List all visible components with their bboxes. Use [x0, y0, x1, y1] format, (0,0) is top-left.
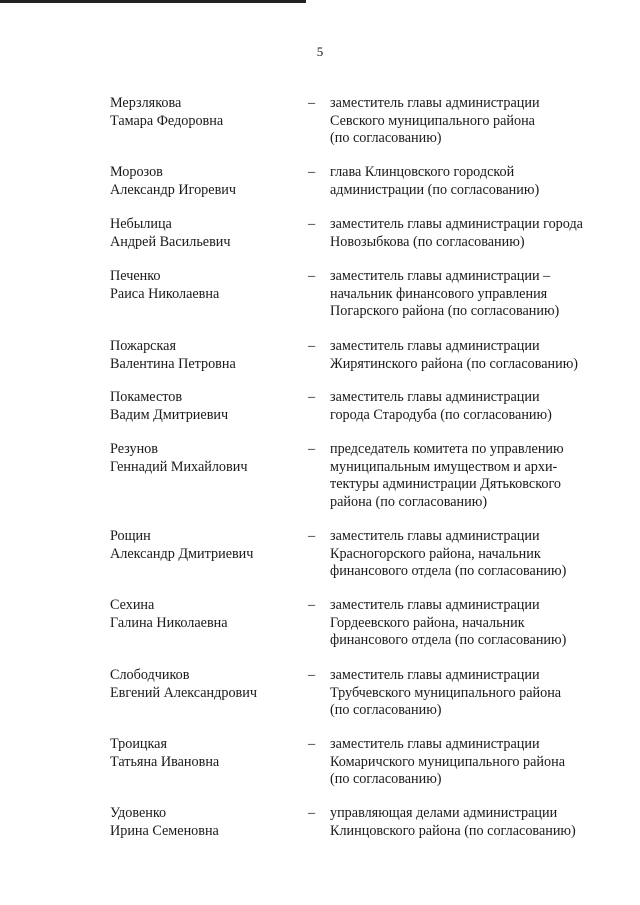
given-names: Вадим Дмитриевич: [110, 406, 229, 423]
position-description: [330, 338, 605, 373]
dash: –: [308, 95, 316, 111]
position-description: [330, 95, 605, 148]
description-line: заместитель главы администрации: [330, 667, 540, 683]
dash: –: [308, 597, 316, 613]
person-name: [110, 164, 300, 199]
position-description: [330, 805, 605, 840]
position-description: [330, 441, 605, 511]
position-description: [330, 389, 605, 424]
description-line: председатель комитета по управлению: [330, 441, 564, 457]
description-line: финансового отдела (по согласованию): [330, 632, 567, 648]
person-name: [110, 441, 300, 476]
dash: –: [308, 164, 316, 180]
surname: Мерзлякова: [110, 95, 182, 111]
given-names: Тамара Федоровна: [110, 112, 224, 129]
description-line: заместитель главы администрации –: [330, 268, 551, 284]
given-names: Валентина Петровна: [110, 355, 236, 372]
person-name: [110, 597, 300, 632]
description-line: тектуры администрации Дятьковского: [330, 476, 562, 492]
description-line: Погарского района (по согласованию): [330, 303, 560, 319]
surname: Морозов: [110, 164, 163, 180]
person-name: [110, 736, 300, 771]
description-line: Жирятинского района (по согласованию): [330, 355, 579, 372]
given-names: Раиса Николаевна: [110, 285, 220, 302]
description-line: управляющая делами администрации: [330, 805, 558, 821]
person-name: [110, 268, 300, 303]
person-name: [110, 216, 300, 251]
position-description: [330, 164, 605, 199]
description-line: начальник финансового управления: [330, 285, 548, 302]
description-line: глава Клинцовского городской: [330, 164, 515, 180]
given-names: Андрей Васильевич: [110, 233, 231, 250]
dash: –: [308, 736, 316, 752]
position-description: [330, 216, 605, 251]
surname: Сехина: [110, 597, 155, 613]
surname: Рощин: [110, 528, 151, 544]
description-line: Клинцовского района (по согласованию): [330, 822, 576, 839]
dash: –: [308, 805, 316, 821]
position-description: [330, 597, 605, 650]
surname: Слободчиков: [110, 667, 190, 683]
page-number: 5: [316, 44, 324, 59]
dash: –: [308, 389, 316, 405]
description-line: (по согласованию): [330, 130, 442, 146]
surname: Пожарская: [110, 338, 176, 354]
dash: –: [308, 528, 316, 544]
description-line: Трубчевского муниципального района: [330, 684, 562, 701]
description-line: (по согласованию): [330, 771, 442, 787]
position-description: [330, 667, 605, 720]
position-description: [330, 528, 605, 581]
person-name: [110, 95, 300, 130]
description-line: Гордеевского района, начальник: [330, 614, 525, 631]
description-line: заместитель главы администрации: [330, 597, 540, 613]
given-names: Александр Дмитриевич: [110, 545, 254, 562]
description-line: заместитель главы администрации: [330, 736, 540, 752]
surname: Покаместов: [110, 389, 183, 405]
given-names: Ирина Семеновна: [110, 822, 219, 839]
description-line: Красногорского района, начальник: [330, 545, 541, 562]
surname: Печенко: [110, 268, 161, 284]
dash: –: [308, 216, 316, 232]
dash: –: [308, 268, 316, 284]
description-line: Севского муниципального района: [330, 112, 535, 129]
dash: –: [308, 667, 316, 683]
person-name: [110, 805, 300, 840]
description-line: заместитель главы администрации: [330, 528, 540, 544]
position-description: [330, 736, 605, 789]
given-names: Геннадий Михайлович: [110, 458, 248, 475]
dash: –: [308, 441, 316, 457]
given-names: Александр Игоревич: [110, 181, 237, 198]
description-line: администрации (по согласованию): [330, 181, 540, 198]
surname: Резунов: [110, 441, 158, 457]
description-line: заместитель главы администрации: [330, 389, 540, 405]
description-line: Комаричского муниципального района: [330, 753, 566, 770]
given-names: Галина Николаевна: [110, 614, 228, 631]
surname: Троицкая: [110, 736, 167, 752]
given-names: Евгений Александрович: [110, 684, 257, 701]
description-line: заместитель главы администрации: [330, 338, 540, 354]
person-name: [110, 528, 300, 563]
description-line: заместитель главы администрации города: [330, 216, 583, 232]
surname: Удовенко: [110, 805, 167, 821]
description-line: финансового отдела (по согласованию): [330, 563, 567, 579]
position-description: [330, 268, 605, 321]
description-line: района (по согласованию): [330, 493, 488, 510]
surname: Небылица: [110, 216, 172, 232]
person-name: [110, 389, 300, 424]
person-name: [110, 338, 300, 373]
given-names: Татьяна Ивановна: [110, 753, 220, 770]
description-line: Новозыбкова (по согласованию): [330, 233, 525, 250]
description-line: муниципальным имуществом и архи-: [330, 458, 558, 475]
description-line: заместитель главы администрации: [330, 95, 540, 111]
dash: –: [308, 338, 316, 354]
person-name: [110, 667, 300, 702]
top-rule: [0, 0, 306, 3]
description-line: (по согласованию): [330, 702, 442, 718]
description-line: города Стародуба (по согласованию): [330, 406, 552, 423]
